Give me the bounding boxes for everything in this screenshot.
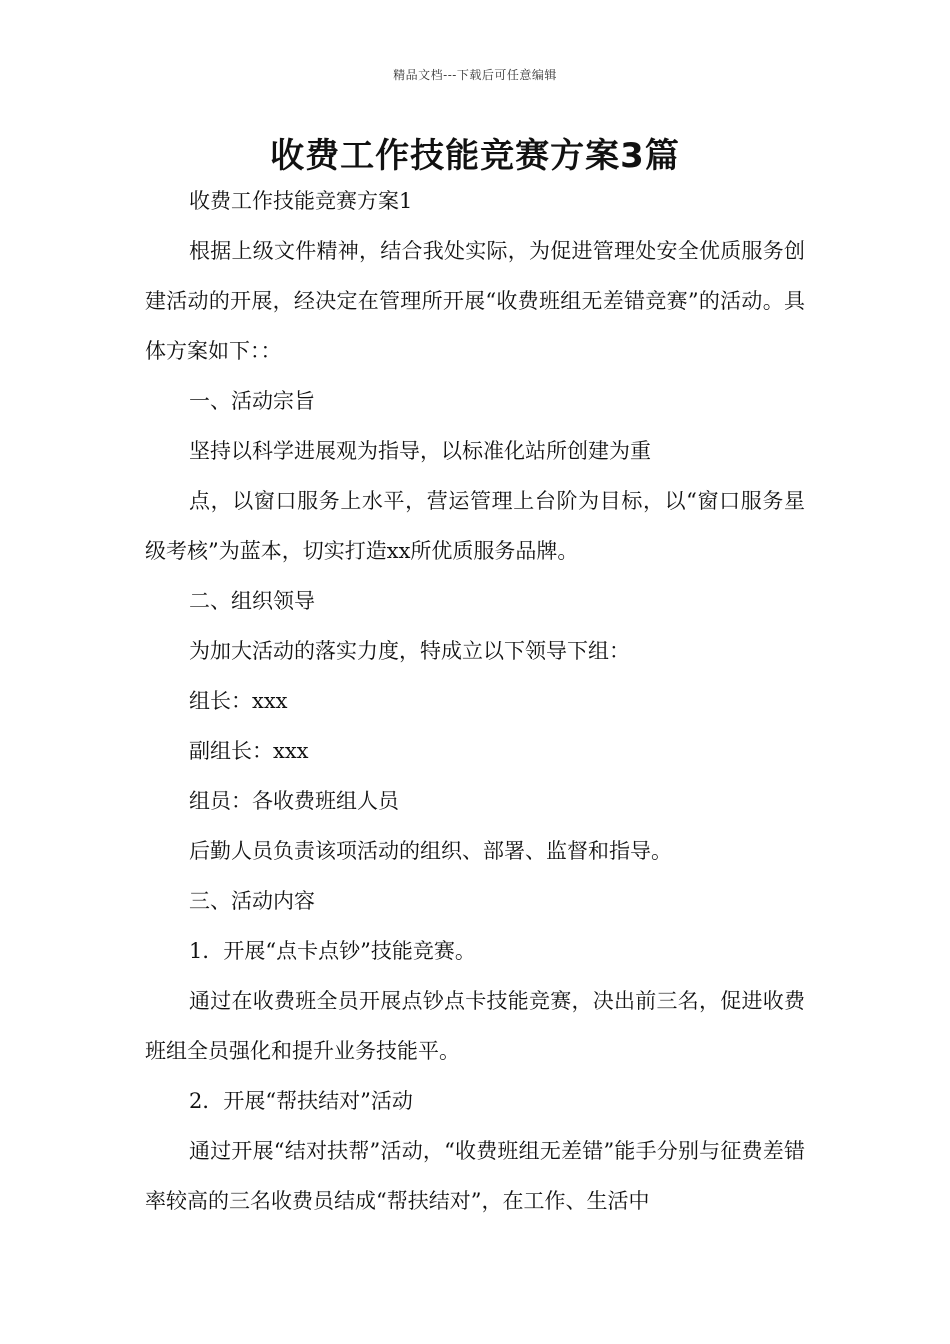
subsection-heading: 1．开展“点卡点钞”技能竞赛。 (189, 939, 476, 963)
document-title: 收费工作技能竞赛方案3篇 (270, 136, 680, 176)
paragraph: 后勤人员负责该项活动的组织、部署、监督和指导。 (189, 839, 672, 863)
subsection-heading: 2．开展“帮扶结对”活动 (189, 1089, 413, 1113)
section-heading: 一、活动宗旨 (189, 389, 315, 413)
section-heading: 二、组织领导 (189, 589, 315, 613)
list-item: 副组长：xxx (189, 739, 309, 763)
paragraph: 根据上级文件精神，结合我处实际，为促进管理处安全优质服务创建活动的开展，经决定在管理所开展“收费班组无差错竞赛”的活动。具体方案如下：： (145, 239, 805, 363)
paragraph: 通过在收费班全员开展点钞点卡技能竞赛，决出前三名，促进收费班组全员强化和提升业务技能平。 (145, 989, 805, 1063)
document-body (145, 176, 805, 1226)
paragraph: 坚持以科学进展观为指导，以标准化站所创建为重 (189, 439, 651, 463)
header-note: 精品文档---下载后可任意编辑 (393, 68, 557, 82)
section-heading: 三、活动内容 (189, 889, 315, 913)
paragraph: 通过开展“结对扶帮”活动，“收费班组无差错”能手分别与征费差错率较高的三名收费员结成“帮扶结对”，在工作、生活中 (145, 1139, 805, 1213)
list-item: 组长：xxx (189, 689, 288, 713)
paragraph: 为加大活动的落实力度，特成立以下领导下组： (189, 639, 630, 663)
list-item: 组员：各收费班组人员 (189, 789, 399, 813)
paragraph: 点，以窗口服务上水平，营运管理上台阶为目标，以“窗口服务星级考核”为蓝本，切实打造xx所优质服务品牌。 (145, 489, 805, 563)
section-heading: 收费工作技能竞赛方案1 (189, 189, 413, 213)
